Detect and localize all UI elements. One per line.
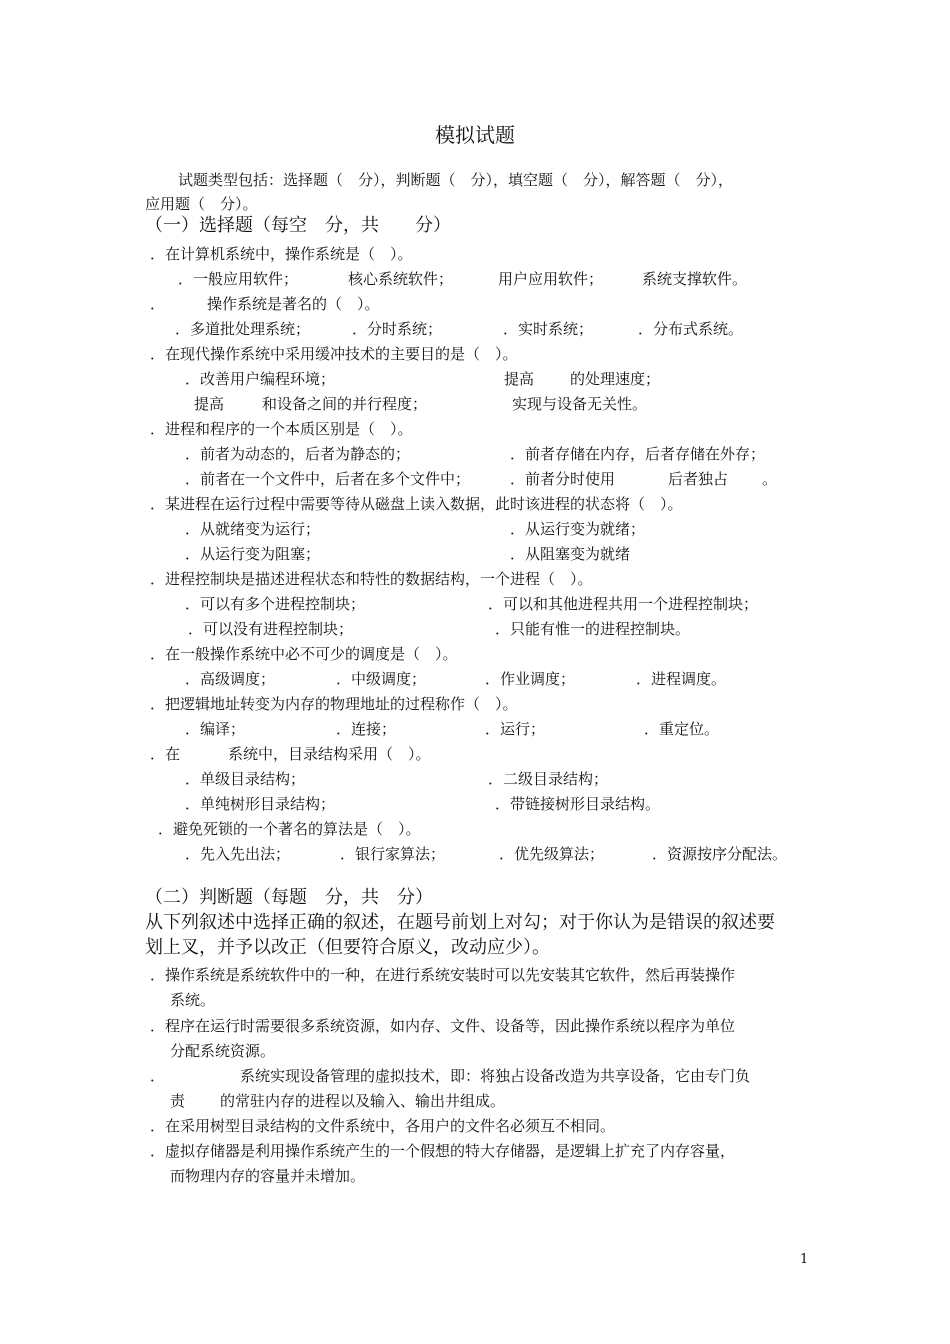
q3-option-a: ．改善用户编程环境； xyxy=(185,370,336,388)
page-title: 模拟试题 xyxy=(435,123,515,147)
q6-stem: ．进程控制块是描述进程状态和特性的数据结构，一个进程（ ）。 xyxy=(150,570,593,588)
section2-instruction-2: 划上叉，并予以改正（但要符合原义，改动应少）。 xyxy=(145,937,550,958)
judge-3-line-2-part2: 的常驻内存的进程以及输入、输出井组成。 xyxy=(220,1092,506,1110)
q6-option-a: ．可以有多个进程控制块； xyxy=(185,595,366,613)
q1-option-a: ．一般应用软件； xyxy=(178,270,299,288)
q3-option-b-part1: 提高 xyxy=(504,370,535,388)
q3-option-b-part2: 的处理速度； xyxy=(570,370,661,388)
q2-option-d: ．分布式系统。 xyxy=(638,320,744,338)
q9-stem-part1: ．在 xyxy=(150,745,181,763)
q2-stem: 操作系统是著名的（ ）。 xyxy=(207,295,380,313)
q2-number-dot: ． xyxy=(150,295,166,313)
q1-option-b: 核心系统软件； xyxy=(348,270,454,288)
q4-option-d-part3: 。 xyxy=(762,470,778,488)
judge-5-line-1: ．虚拟存储器是利用操作系统产生的一个假想的特大存储器，是逻辑上扩充了内存容量， xyxy=(150,1142,736,1160)
intro-line-1: 试题类型包括：选择题（ 分），判断题（ 分），填空题（ 分），解答题（ 分）， xyxy=(178,171,734,189)
judge-4: ．在采用树型目录结构的文件系统中，各用户的文件名必须互不相同。 xyxy=(150,1117,616,1135)
q1-option-d: 系统支撑软件。 xyxy=(642,270,748,288)
q3-option-c-part2: 和设备之间的并行程度； xyxy=(262,395,428,413)
q4-option-d-part1: ．前者分时使用 xyxy=(510,470,616,488)
q7-option-c: ．作业调度； xyxy=(485,670,576,688)
judge-1-line-1: ．操作系统是系统软件中的一种，在进行系统安装时可以先安装其它软件，然后再装操作 xyxy=(150,966,736,984)
q6-option-c: ．可以没有进程控制块； xyxy=(188,620,354,638)
judge-3-line-2-part1: 责 xyxy=(170,1092,186,1110)
q4-option-b: ．前者存储在内存，后者存储在外存； xyxy=(510,445,766,463)
q9-option-a: ．单级目录结构； xyxy=(185,770,306,788)
q7-option-a: ．高级调度； xyxy=(185,670,276,688)
judge-3-number-dot: ． xyxy=(150,1067,166,1085)
q4-option-d-part2: 后者独占 xyxy=(668,470,729,488)
q5-option-c: ．从运行变为阻塞； xyxy=(185,545,321,563)
intro-line-2: 应用题（ 分）。 xyxy=(145,195,258,213)
q3-stem: ．在现代操作系统中采用缓冲技术的主要目的是（ ）。 xyxy=(150,345,518,363)
q10-option-c: ．优先级算法； xyxy=(499,845,605,863)
q3-option-d: 实现与设备无关性。 xyxy=(512,395,648,413)
judge-1-line-2: 系统。 xyxy=(170,991,216,1009)
q4-stem: ．进程和程序的一个本质区别是（ ）。 xyxy=(150,420,413,438)
judge-5-line-2: 而物理内存的容量并未增加。 xyxy=(170,1167,366,1185)
judge-2-line-1: ．程序在运行时需要很多系统资源，如内存、文件、设备等，因此操作系统以程序为单位 xyxy=(150,1017,736,1035)
q8-option-d: ．重定位。 xyxy=(644,720,720,738)
q6-option-b: ．可以和其他进程共用一个进程控制块； xyxy=(488,595,759,613)
q9-option-d: ．带链接树形目录结构。 xyxy=(495,795,661,813)
q10-option-d: ．资源按序分配法。 xyxy=(652,845,788,863)
section1-heading: （一）选择题（每空 分，共 分） xyxy=(145,215,451,236)
q7-option-b: ．中级调度； xyxy=(336,670,427,688)
q8-stem: ．把逻辑地址转变为内存的物理地址的过程称作（ ）。 xyxy=(150,695,518,713)
q10-stem: ．避免死锁的一个著名的算法是（ ）。 xyxy=(158,820,421,838)
q8-option-c: ．运行； xyxy=(485,720,546,738)
page-number: 1 xyxy=(800,1252,809,1267)
q5-option-b: ．从运行变为就绪； xyxy=(510,520,646,538)
q9-option-c: ．单纯树形目录结构； xyxy=(185,795,336,813)
q2-option-c: ．实时系统； xyxy=(503,320,594,338)
q8-option-b: ．连接； xyxy=(336,720,397,738)
judge-2-line-2: 分配系统资源。 xyxy=(170,1042,276,1060)
q5-option-d: ．从阻塞变为就绪 xyxy=(510,545,631,563)
q10-option-a: ．先入先出法； xyxy=(185,845,291,863)
q4-option-a: ．前者为动态的，后者为静态的； xyxy=(185,445,411,463)
q6-option-d: ．只能有惟一的进程控制块。 xyxy=(495,620,691,638)
q2-option-b: ．分时系统； xyxy=(352,320,443,338)
q8-option-a: ．编译； xyxy=(185,720,246,738)
q7-option-d: ．进程调度。 xyxy=(636,670,727,688)
section2-heading: （二）判断题（每题 分，共 分） xyxy=(145,887,433,908)
q2-option-a: ．多道批处理系统； xyxy=(175,320,311,338)
q1-stem: ．在计算机系统中，操作系统是（ ）。 xyxy=(150,245,413,263)
judge-3-line-1: 系统实现设备管理的虚拟技术，即：将独占设备改造为共享设备，它由专门负 xyxy=(240,1067,751,1085)
q9-stem-part2: 系统中，目录结构采用（ ）。 xyxy=(228,745,431,763)
q9-option-b: ．二级目录结构； xyxy=(488,770,609,788)
q5-option-a: ．从就绪变为运行； xyxy=(185,520,321,538)
q7-stem: ．在一般操作系统中必不可少的调度是（ ）。 xyxy=(150,645,458,663)
q10-option-b: ．银行家算法； xyxy=(340,845,446,863)
section2-instruction-1: 从下列叙述中选择正确的叙述，在题号前划上对勾；对于你认为是错误的叙述要 xyxy=(145,912,775,933)
q1-option-c: 用户应用软件； xyxy=(498,270,604,288)
q5-stem: ．某进程在运行过程中需要等待从磁盘上读入数据，此时该进程的状态将（ ）。 xyxy=(150,495,683,513)
q3-option-c-part1: 提高 xyxy=(194,395,225,413)
q4-option-c: ．前者在一个文件中，后者在多个文件中； xyxy=(185,470,471,488)
